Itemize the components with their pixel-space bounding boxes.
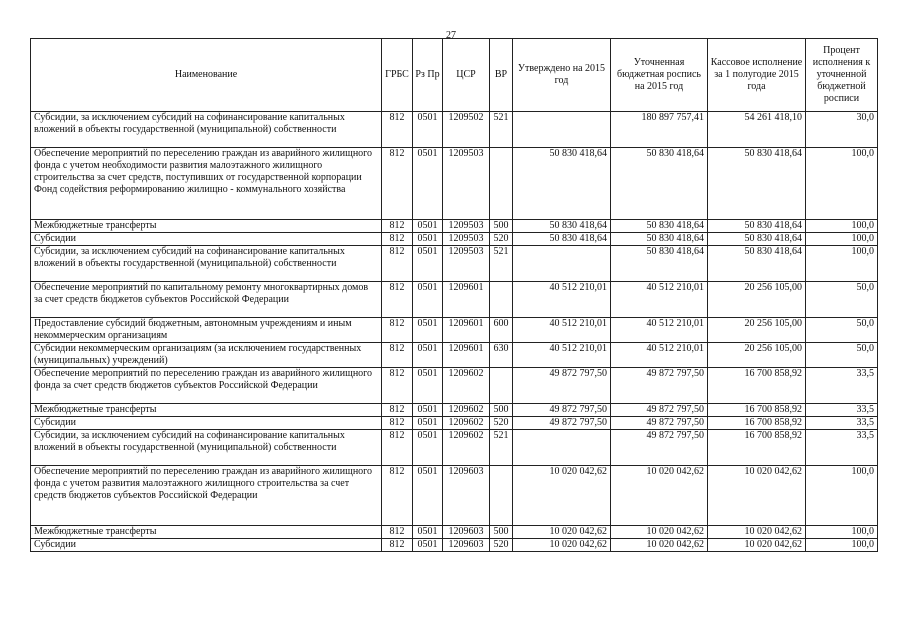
cell-grbs: 812: [382, 404, 413, 417]
cell-vr: [490, 282, 513, 318]
cell-vr: [490, 148, 513, 220]
cell-rzpr: 0501: [413, 220, 443, 233]
cell-approved: 49 872 797,50: [513, 368, 611, 404]
cell-vr: 521: [490, 430, 513, 466]
cell-refined: 49 872 797,50: [611, 404, 708, 417]
cell-rzpr: 0501: [413, 539, 443, 552]
cell-name: Субсидии, за исключением субсидий на софинансирование капитальных вложений в объекты государственной (муниципальной) собственности: [31, 112, 382, 148]
cell-refined: 49 872 797,50: [611, 368, 708, 404]
cell-grbs: 812: [382, 368, 413, 404]
header-csr: ЦСР: [443, 39, 490, 112]
header-approved: Утверждено на 2015 год: [513, 39, 611, 112]
cell-refined: 50 830 418,64: [611, 246, 708, 282]
header-rzpr: Рз Пр: [413, 39, 443, 112]
cell-rzpr: 0501: [413, 318, 443, 343]
cell-percent: 33,5: [806, 430, 878, 466]
cell-rzpr: 0501: [413, 112, 443, 148]
cell-csr: 1209603: [443, 466, 490, 526]
cell-cash: 50 830 418,64: [708, 246, 806, 282]
budget-table: [30, 38, 878, 552]
cell-csr: 1209601: [443, 282, 490, 318]
cell-cash: 10 020 042,62: [708, 466, 806, 526]
cell-cash: 50 830 418,64: [708, 233, 806, 246]
cell-percent: 100,0: [806, 246, 878, 282]
cell-rzpr: 0501: [413, 417, 443, 430]
cell-refined: 40 512 210,01: [611, 318, 708, 343]
cell-cash: 54 261 418,10: [708, 112, 806, 148]
cell-name: Субсидии: [31, 233, 382, 246]
cell-approved: 50 830 418,64: [513, 148, 611, 220]
page-number: 27: [446, 30, 456, 41]
table-row: [31, 466, 878, 526]
cell-approved: 10 020 042,62: [513, 466, 611, 526]
cell-rzpr: 0501: [413, 430, 443, 466]
cell-grbs: 812: [382, 282, 413, 318]
cell-approved: [513, 246, 611, 282]
cell-grbs: 812: [382, 430, 413, 466]
cell-refined: 10 020 042,62: [611, 466, 708, 526]
cell-name: Обеспечение мероприятий по переселению граждан из аварийного жилищного фонда с учетом необходимости развития малоэтажного жилищного строительства за счет средств, поступивших от государственной корпорации Фонд содействия реформированию жилищно - коммунального хозяйства: [31, 148, 382, 220]
cell-vr: 630: [490, 343, 513, 368]
cell-percent: 100,0: [806, 148, 878, 220]
header-cash: Кассовое исполнение за 1 полугодие 2015 года: [708, 39, 806, 112]
cell-vr: 520: [490, 417, 513, 430]
cell-percent: 50,0: [806, 282, 878, 318]
cell-cash: 20 256 105,00: [708, 318, 806, 343]
cell-cash: 10 020 042,62: [708, 526, 806, 539]
cell-rzpr: 0501: [413, 368, 443, 404]
cell-grbs: 812: [382, 526, 413, 539]
header-percent: Процент исполнения к уточненной бюджетной росписи: [806, 39, 878, 112]
cell-rzpr: 0501: [413, 148, 443, 220]
cell-name: Межбюджетные трансферты: [31, 220, 382, 233]
cell-percent: 33,5: [806, 404, 878, 417]
header-grbs: ГРБС: [382, 39, 413, 112]
cell-approved: 10 020 042,62: [513, 526, 611, 539]
table-row: [31, 417, 878, 430]
cell-refined: 49 872 797,50: [611, 430, 708, 466]
cell-csr: 1209503: [443, 233, 490, 246]
cell-name: Субсидии, за исключением субсидий на софинансирование капитальных вложений в объекты государственной (муниципальной) собственности: [31, 430, 382, 466]
cell-approved: 40 512 210,01: [513, 343, 611, 368]
cell-csr: 1209602: [443, 430, 490, 466]
cell-approved: 50 830 418,64: [513, 233, 611, 246]
cell-name: Обеспечение мероприятий по капитальному ремонту многоквартирных домов за счет средств бюджетов субъектов Российской Федерации: [31, 282, 382, 318]
cell-percent: 100,0: [806, 233, 878, 246]
cell-name: Субсидии: [31, 539, 382, 552]
table-row: [31, 430, 878, 466]
cell-grbs: 812: [382, 233, 413, 246]
cell-vr: 521: [490, 246, 513, 282]
cell-vr: 521: [490, 112, 513, 148]
cell-csr: 1209603: [443, 526, 490, 539]
table-row: [31, 246, 878, 282]
table-row: [31, 526, 878, 539]
cell-vr: 600: [490, 318, 513, 343]
cell-csr: 1209603: [443, 539, 490, 552]
cell-cash: 16 700 858,92: [708, 430, 806, 466]
table-header-row: [31, 39, 878, 112]
cell-rzpr: 0501: [413, 526, 443, 539]
cell-vr: 520: [490, 233, 513, 246]
cell-csr: 1209503: [443, 148, 490, 220]
cell-vr: 500: [490, 220, 513, 233]
cell-vr: 520: [490, 539, 513, 552]
cell-rzpr: 0501: [413, 404, 443, 417]
cell-refined: 50 830 418,64: [611, 148, 708, 220]
cell-rzpr: 0501: [413, 233, 443, 246]
table-row: [31, 318, 878, 343]
cell-approved: 40 512 210,01: [513, 282, 611, 318]
cell-cash: 20 256 105,00: [708, 343, 806, 368]
cell-percent: 50,0: [806, 318, 878, 343]
cell-csr: 1209503: [443, 246, 490, 282]
cell-percent: 33,5: [806, 368, 878, 404]
cell-approved: 49 872 797,50: [513, 417, 611, 430]
cell-rzpr: 0501: [413, 246, 443, 282]
cell-percent: 30,0: [806, 112, 878, 148]
cell-name: Предоставление субсидий бюджетным, автономным учреждениям и иным некоммерческим организациям: [31, 318, 382, 343]
cell-csr: 1209602: [443, 417, 490, 430]
cell-csr: 1209601: [443, 343, 490, 368]
table-row: [31, 368, 878, 404]
cell-vr: 500: [490, 404, 513, 417]
cell-csr: 1209602: [443, 368, 490, 404]
cell-refined: 10 020 042,62: [611, 526, 708, 539]
cell-name: Межбюджетные трансферты: [31, 526, 382, 539]
cell-grbs: 812: [382, 220, 413, 233]
cell-cash: 16 700 858,92: [708, 417, 806, 430]
cell-refined: 180 897 757,41: [611, 112, 708, 148]
cell-cash: 20 256 105,00: [708, 282, 806, 318]
cell-cash: 16 700 858,92: [708, 368, 806, 404]
header-name: Наименование: [31, 39, 382, 112]
cell-refined: 50 830 418,64: [611, 220, 708, 233]
cell-approved: 40 512 210,01: [513, 318, 611, 343]
cell-refined: 40 512 210,01: [611, 343, 708, 368]
cell-approved: [513, 430, 611, 466]
header-vr: ВР: [490, 39, 513, 112]
cell-percent: 100,0: [806, 539, 878, 552]
cell-cash: 10 020 042,62: [708, 539, 806, 552]
cell-grbs: 812: [382, 539, 413, 552]
table-row: [31, 220, 878, 233]
table-row: [31, 148, 878, 220]
cell-grbs: 812: [382, 343, 413, 368]
cell-vr: 500: [490, 526, 513, 539]
cell-rzpr: 0501: [413, 466, 443, 526]
cell-grbs: 812: [382, 112, 413, 148]
table-row: [31, 233, 878, 246]
header-refined: Уточненная бюджетная роспись на 2015 год: [611, 39, 708, 112]
cell-percent: 100,0: [806, 526, 878, 539]
cell-refined: 10 020 042,62: [611, 539, 708, 552]
cell-cash: 16 700 858,92: [708, 404, 806, 417]
cell-approved: [513, 112, 611, 148]
table-row: [31, 282, 878, 318]
cell-name: Межбюджетные трансферты: [31, 404, 382, 417]
cell-percent: 50,0: [806, 343, 878, 368]
cell-refined: 40 512 210,01: [611, 282, 708, 318]
cell-name: Субсидии некоммерческим организациям (за исключением государственных (муниципальных) учреждений): [31, 343, 382, 368]
table-row: [31, 343, 878, 368]
cell-csr: 1209602: [443, 404, 490, 417]
cell-vr: [490, 466, 513, 526]
cell-grbs: 812: [382, 148, 413, 220]
cell-name: Субсидии: [31, 417, 382, 430]
cell-grbs: 812: [382, 417, 413, 430]
cell-rzpr: 0501: [413, 282, 443, 318]
cell-csr: 1209503: [443, 220, 490, 233]
table-body: [31, 112, 878, 552]
cell-name: Обеспечение мероприятий по переселению граждан из аварийного жилищного фонда за счет средств бюджетов субъектов Российской Федерации: [31, 368, 382, 404]
cell-refined: 50 830 418,64: [611, 233, 708, 246]
cell-csr: 1209502: [443, 112, 490, 148]
cell-name: Субсидии, за исключением субсидий на софинансирование капитальных вложений в объекты государственной (муниципальной) собственности: [31, 246, 382, 282]
cell-name: Обеспечение мероприятий по переселению граждан из аварийного жилищного фонда с учетом развития малоэтажного жилищного строительства за счет средств бюджетов субъектов Российской Федерации: [31, 466, 382, 526]
cell-grbs: 812: [382, 466, 413, 526]
cell-cash: 50 830 418,64: [708, 220, 806, 233]
cell-vr: [490, 368, 513, 404]
cell-grbs: 812: [382, 246, 413, 282]
cell-percent: 100,0: [806, 220, 878, 233]
table-row: [31, 404, 878, 417]
cell-refined: 49 872 797,50: [611, 417, 708, 430]
cell-grbs: 812: [382, 318, 413, 343]
cell-approved: 49 872 797,50: [513, 404, 611, 417]
cell-percent: 33,5: [806, 417, 878, 430]
table-row: [31, 112, 878, 148]
cell-approved: 50 830 418,64: [513, 220, 611, 233]
cell-csr: 1209601: [443, 318, 490, 343]
cell-percent: 100,0: [806, 466, 878, 526]
cell-rzpr: 0501: [413, 343, 443, 368]
cell-cash: 50 830 418,64: [708, 148, 806, 220]
cell-approved: 10 020 042,62: [513, 539, 611, 552]
table-row: [31, 539, 878, 552]
